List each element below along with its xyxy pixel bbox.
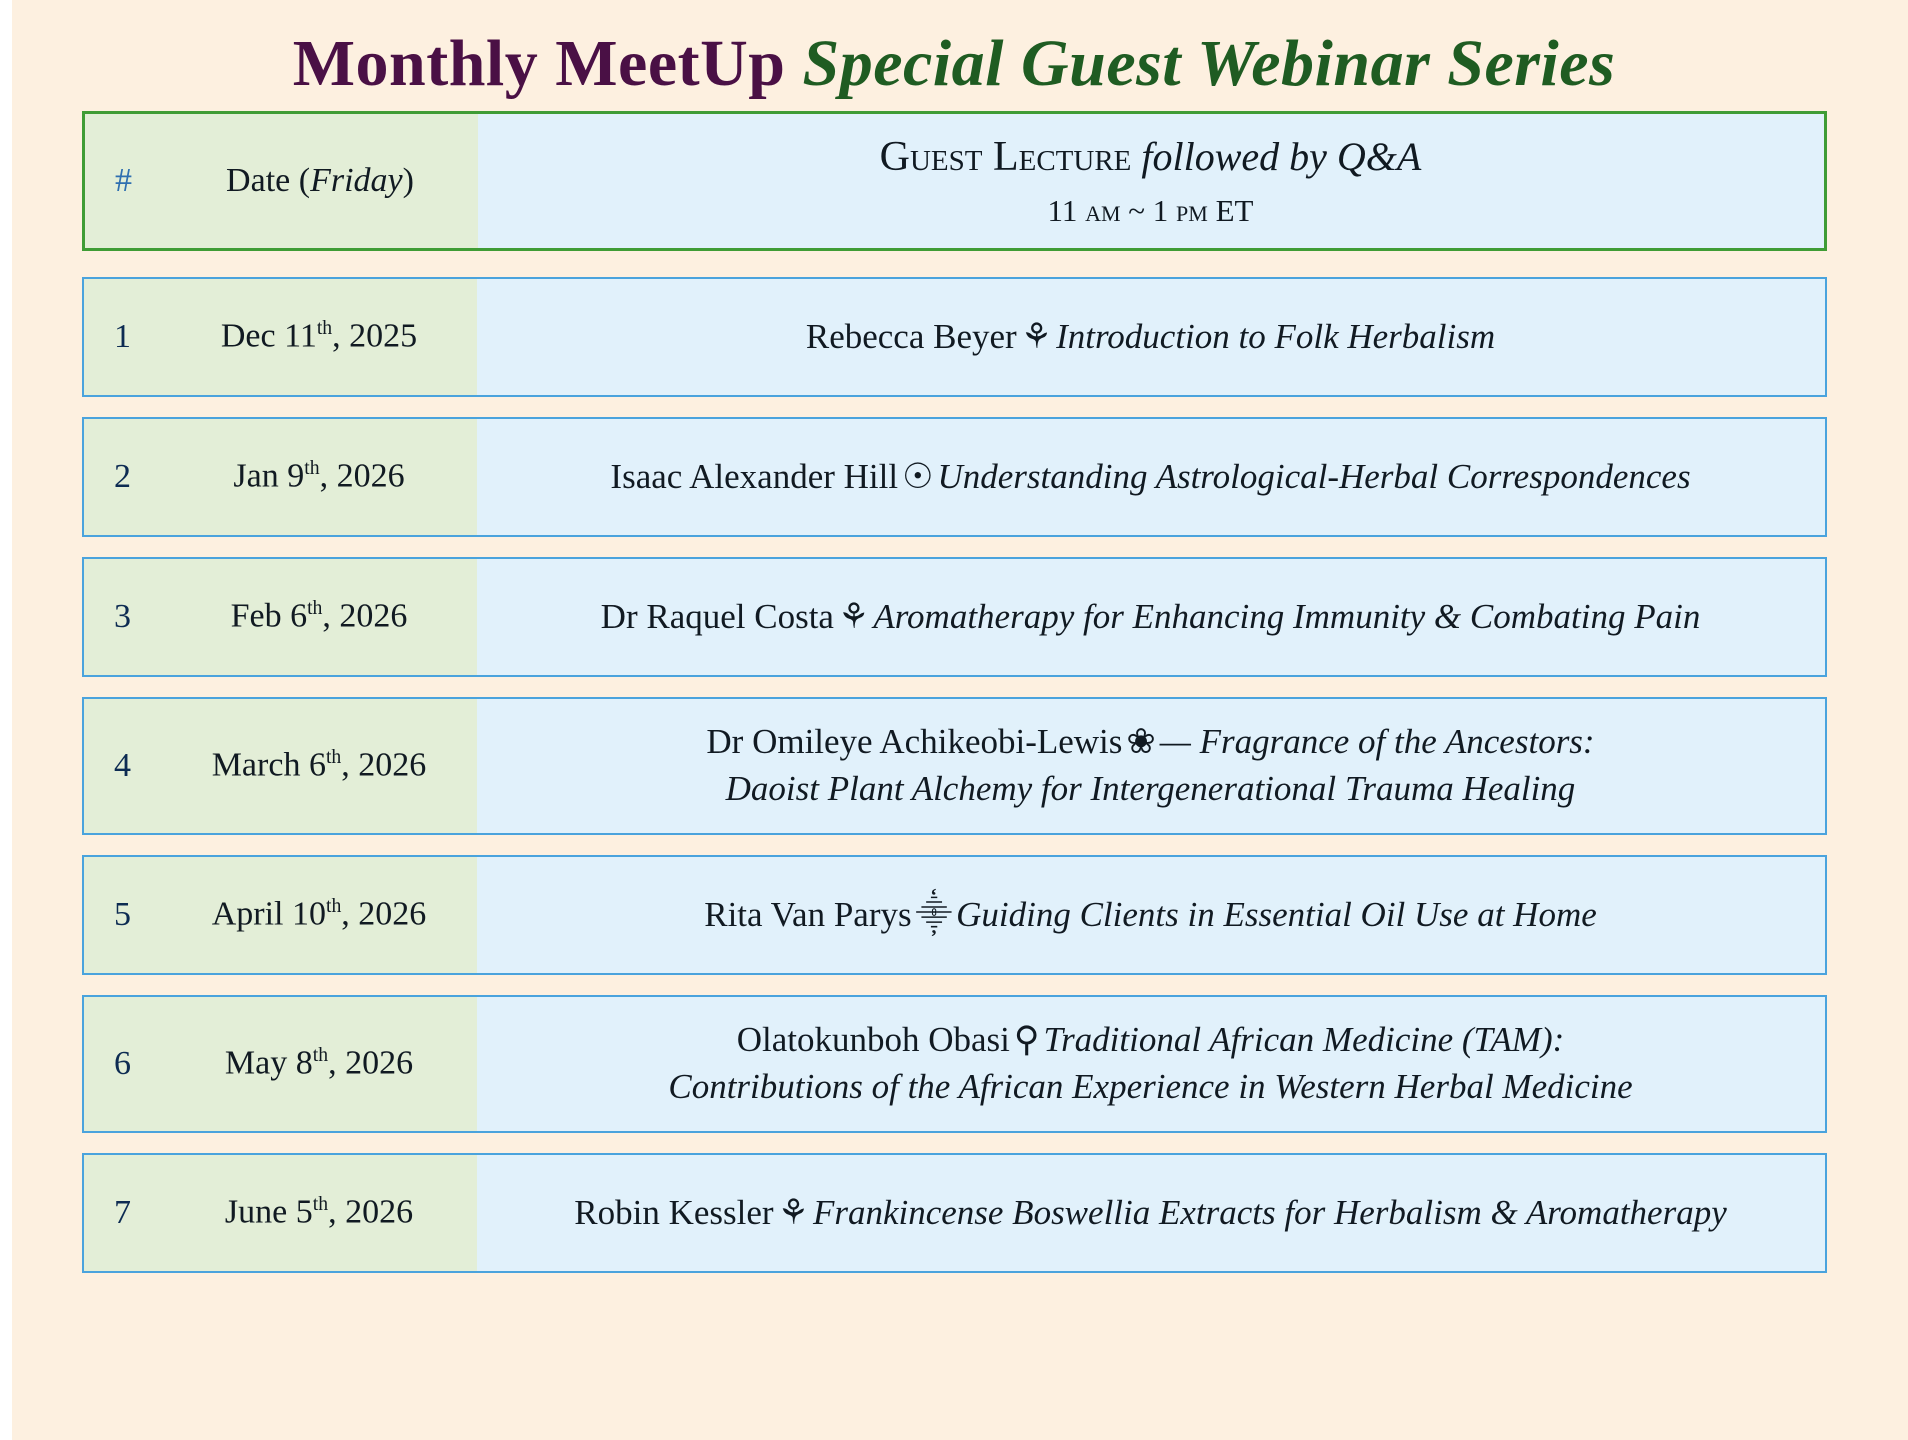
row-session (477, 997, 1825, 1131)
row-date-year: , 2026 (319, 457, 405, 495)
session-topic-line2: Contributions of the African Experience in Western Herbal Medicine (668, 1066, 1633, 1106)
row-date (162, 997, 477, 1131)
herb-icon: ⚘ (837, 596, 870, 636)
row-date-year: , 2026 (328, 1193, 414, 1231)
row-date-month: Jan 9 (233, 457, 305, 495)
session-topic: Introduction to Folk Herbalism (1056, 316, 1496, 356)
row-date-month: April 10 (211, 895, 326, 933)
sun-icon: ☉ (902, 456, 934, 496)
session-topic: Guiding Clients in Essential Oil Use at Home (956, 894, 1597, 934)
row-date-suffix: th (325, 746, 342, 769)
header-lecture-label: Guest Lecture (879, 134, 1132, 181)
speaker-name: Dr Raquel Costa (600, 596, 834, 636)
staff-icon: ⚲ (1013, 1020, 1040, 1060)
row-date-month: Dec 11 (220, 317, 317, 355)
herb-icon: ⚘ (1020, 316, 1053, 356)
table-row (82, 557, 1827, 677)
row-date-year: , 2026 (322, 597, 408, 635)
row-date-suffix: th (316, 317, 333, 340)
speaker-name: Dr Omileye Achikeobi-Lewis (706, 722, 1123, 762)
row-date-year: , 2026 (328, 1044, 414, 1082)
table-row (82, 417, 1827, 537)
row-number: 4 (84, 699, 162, 833)
title-part-primary: Monthly MeetUp (292, 27, 803, 100)
row-session (477, 699, 1825, 833)
row-date (162, 559, 477, 675)
herb-icon: ⚘ (777, 1192, 809, 1232)
row-number: 3 (84, 559, 162, 675)
row-number: 2 (84, 419, 162, 535)
table-row (82, 1153, 1827, 1273)
row-date-year: , 2025 (332, 317, 418, 355)
row-number: 1 (84, 279, 162, 395)
row-session (477, 857, 1825, 973)
header-date-day: Friday (310, 161, 403, 199)
row-date-year: , 2026 (341, 746, 427, 784)
speaker-name: Rebecca Beyer (805, 316, 1017, 356)
leaf-icon: ⸎ (915, 894, 953, 934)
speaker-name: Olatokunboh Obasi (736, 1020, 1010, 1060)
row-date-suffix: th (312, 1044, 329, 1067)
left-margin-strip (0, 0, 12, 1440)
row-number: 6 (84, 997, 162, 1131)
table-row (82, 995, 1827, 1133)
session-topic-line2: Daoist Plant Alchemy for Intergenerational Trauma Healing (725, 768, 1576, 808)
session-topic: Understanding Astrological-Herbal Correspondences (937, 456, 1691, 496)
row-number: 7 (84, 1155, 162, 1271)
row-date (162, 419, 477, 535)
speaker-name: Robin Kessler (574, 1192, 774, 1232)
webinar-schedule-table (82, 111, 1827, 1273)
title-part-secondary: Special Guest Webinar Series (802, 27, 1616, 100)
speaker-name: Rita Van Parys (704, 894, 912, 934)
session-topic: Aromatherapy for Enhancing Immunity & Combating Pain (873, 596, 1701, 636)
row-date-month: May 8 (224, 1044, 313, 1082)
row-date-year: , 2026 (341, 895, 427, 933)
table-row (82, 277, 1827, 397)
header-time-line (880, 190, 1422, 232)
row-date (162, 1155, 477, 1271)
header-qa-label: followed by Q&A (1131, 134, 1422, 180)
row-session (477, 559, 1825, 675)
row-date (162, 279, 477, 395)
table-row (82, 855, 1827, 975)
table-header-row (82, 111, 1827, 251)
header-main-cell (478, 114, 1824, 248)
session-topic: — Fragrance of the Ancestors: (1159, 722, 1595, 762)
speaker-name: Isaac Alexander Hill (610, 456, 899, 496)
row-number: 5 (84, 857, 162, 973)
row-date-suffix: th (307, 597, 323, 620)
header-time-label: 11 am ~ 1 pm ET (1047, 193, 1254, 229)
session-topic: Traditional African Medicine (TAM): (1043, 1020, 1565, 1060)
row-date-month: Feb 6 (230, 597, 308, 635)
header-lecture-line (880, 129, 1422, 186)
row-date (162, 857, 477, 973)
header-date-cell (163, 114, 478, 248)
row-date-month: March 6 (211, 746, 326, 784)
row-date-suffix: th (325, 895, 342, 918)
row-session (477, 419, 1825, 535)
row-date-suffix: th (312, 1193, 329, 1216)
page-title (0, 0, 1908, 111)
header-date-close: ) (402, 161, 414, 199)
header-number-cell: # (85, 114, 163, 248)
flower-icon: ❀ (1126, 722, 1156, 762)
row-session (477, 1155, 1825, 1271)
row-session (477, 279, 1825, 395)
row-date-month: June 5 (224, 1193, 313, 1231)
row-date-suffix: th (304, 457, 320, 480)
header-date-label: Date ( (226, 161, 311, 199)
row-date (162, 699, 477, 833)
session-topic: Frankincense Boswellia Extracts for Herbalism & Aromatherapy (812, 1192, 1727, 1232)
table-row (82, 697, 1827, 835)
